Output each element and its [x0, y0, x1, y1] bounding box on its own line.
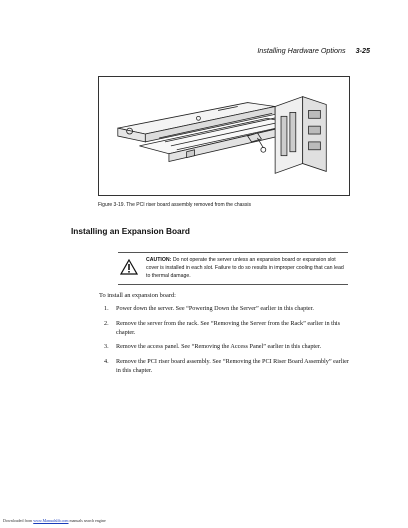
step-text: Remove the server from the rack. See “Removing the Server from the Rack” earlier in this chapter. — [116, 319, 341, 336]
procedure-steps — [104, 305, 352, 382]
step-number: 1. — [104, 305, 109, 312]
caution-label: CAUTION: — [146, 257, 172, 263]
step-text: Power down the server. See “Powering Down the Server” earlier in this chapter. — [116, 305, 314, 312]
procedure-intro: To install an expansion board: — [99, 292, 176, 299]
caution-body: Do not operate the server unless an expansion board or expansion slot cover is installed in each slot. Failure to do so results in improper cooling that can lead to thermal damage. — [146, 257, 344, 279]
download-footer — [3, 518, 106, 523]
figure-caption: Figure 3-19. The PCI riser board assembly removed from the chassis — [98, 202, 252, 208]
step-text: Remove the PCI riser board assembly. See “Removing the PCI Riser Board Assembly” earlier in this chapter. — [116, 358, 349, 374]
warning-triangle-icon — [120, 259, 138, 275]
step-number: 3. — [104, 343, 109, 351]
caution-notice — [118, 252, 348, 285]
footer-prefix: Downloaded from — [3, 518, 33, 523]
running-header — [257, 46, 370, 55]
caution-text — [146, 256, 348, 280]
list-item — [104, 305, 352, 314]
step-text: Remove the access panel. See “Removing the Access Panel” earlier in this chapter. — [116, 343, 322, 351]
pci-riser-assembly-drawing — [99, 77, 349, 195]
section-heading: Installing an Expansion Board — [71, 226, 190, 236]
step-number: 4. — [104, 358, 109, 366]
manualslib-link[interactable]: www.Manualslib.com — [33, 518, 69, 523]
footer-suffix: manuals search engine — [69, 518, 106, 523]
list-item — [104, 320, 352, 338]
page-number: 3-25 — [355, 46, 370, 55]
figure-illustration — [98, 76, 350, 196]
list-item — [104, 343, 352, 352]
step-number: 2. — [104, 319, 109, 327]
list-item — [104, 358, 352, 376]
running-header-title: Installing Hardware Options — [257, 46, 346, 55]
